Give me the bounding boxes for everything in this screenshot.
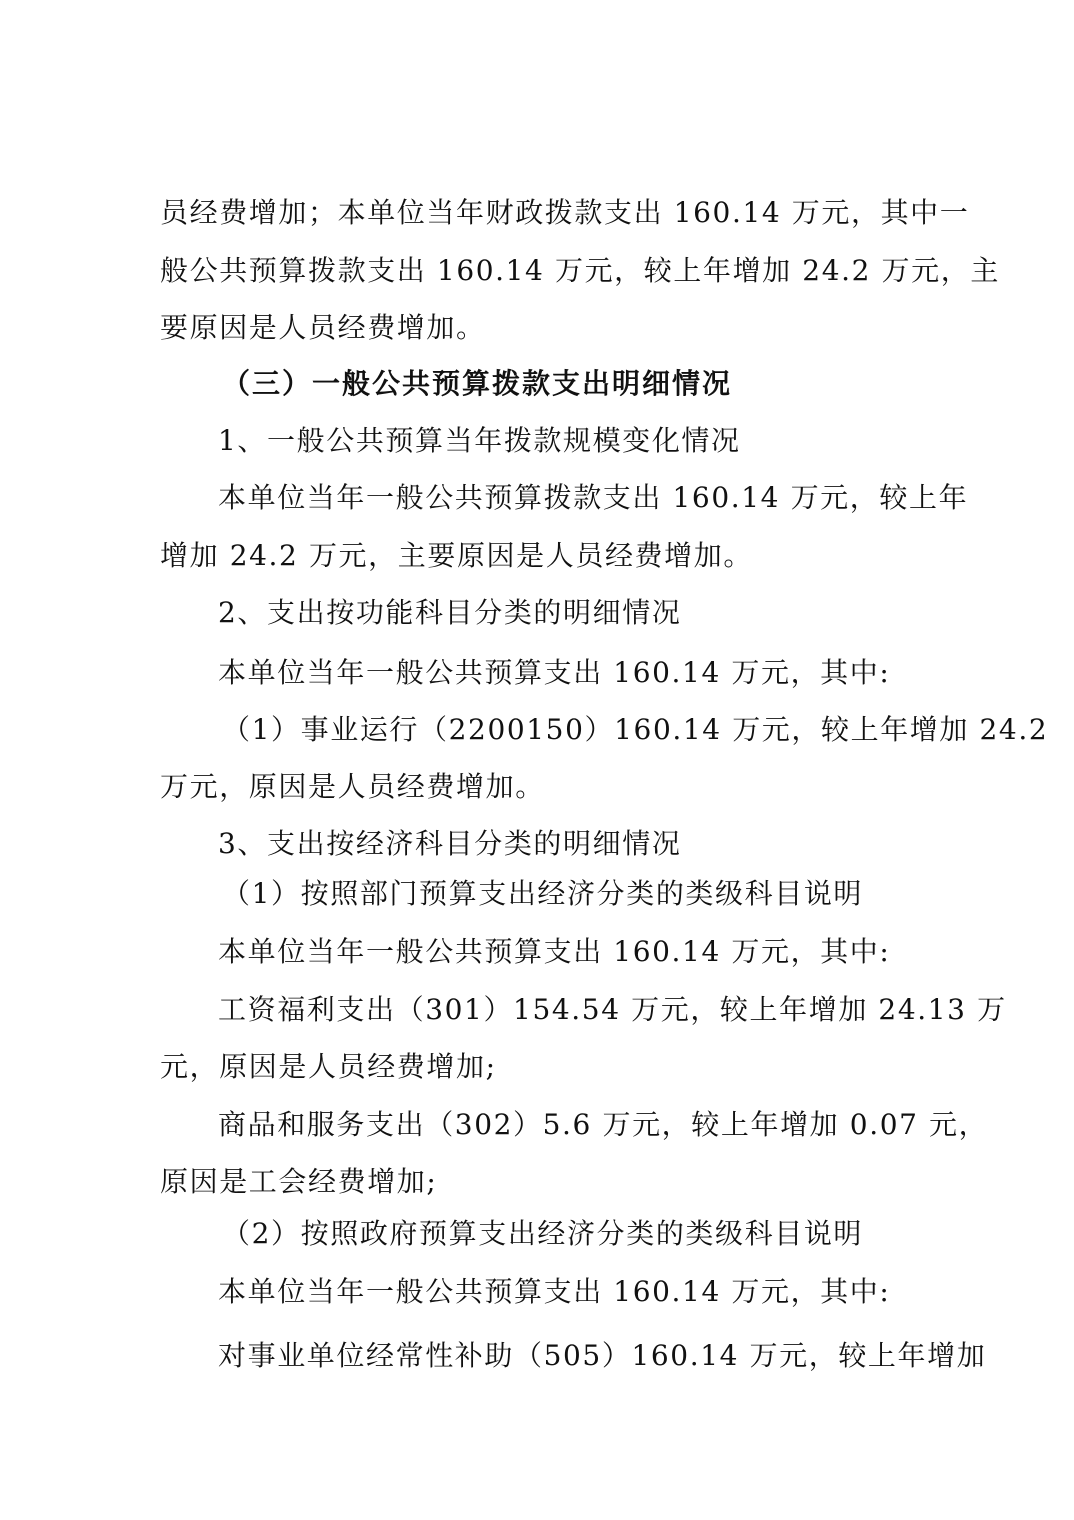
body-line: 原因是工会经费增加; bbox=[160, 1165, 438, 1198]
list-item: （1）事业运行（2200150）160.14 万元，较上年增加 24.2 bbox=[222, 713, 1049, 746]
body-line: 般公共预算拨款支出 160.14 万元，较上年增加 24.2 万元，主 bbox=[160, 254, 1000, 287]
subsection-title: 2、支出按功能科目分类的明细情况 bbox=[218, 596, 682, 629]
body-line: 工资福利支出（301）154.54 万元，较上年增加 24.13 万 bbox=[218, 993, 1007, 1026]
body-line: 对事业单位经常性补助（505）160.14 万元，较上年增加 bbox=[218, 1339, 987, 1372]
list-item: （1）按照部门预算支出经济分类的类级科目说明 bbox=[222, 877, 864, 910]
subsection-title: 1、一般公共预算当年拨款规模变化情况 bbox=[218, 424, 741, 457]
section-heading: （三）一般公共预算拨款支出明细情况 bbox=[222, 367, 733, 400]
body-line: 本单位当年一般公共预算支出 160.14 万元，其中: bbox=[218, 1275, 891, 1308]
list-item: （2）按照政府预算支出经济分类的类级科目说明 bbox=[222, 1217, 864, 1250]
subsection-title: 3、支出按经济科目分类的明细情况 bbox=[218, 827, 682, 860]
body-line: 本单位当年一般公共预算拨款支出 160.14 万元，较上年 bbox=[218, 481, 969, 514]
body-line: 本单位当年一般公共预算支出 160.14 万元，其中: bbox=[218, 656, 891, 689]
body-line: 要原因是人员经费增加。 bbox=[160, 311, 486, 344]
body-line: 员经费增加；本单位当年财政拨款支出 160.14 万元，其中一 bbox=[160, 196, 970, 229]
body-line: 本单位当年一般公共预算支出 160.14 万元，其中: bbox=[218, 935, 891, 968]
body-line: 增加 24.2 万元，主要原因是人员经费增加。 bbox=[160, 539, 753, 572]
body-line: 元，原因是人员经费增加; bbox=[160, 1050, 497, 1083]
body-line: 万元，原因是人员经费增加。 bbox=[160, 770, 545, 803]
body-line: 商品和服务支出（302）5.6 万元，较上年增加 0.07 元， bbox=[218, 1108, 989, 1141]
